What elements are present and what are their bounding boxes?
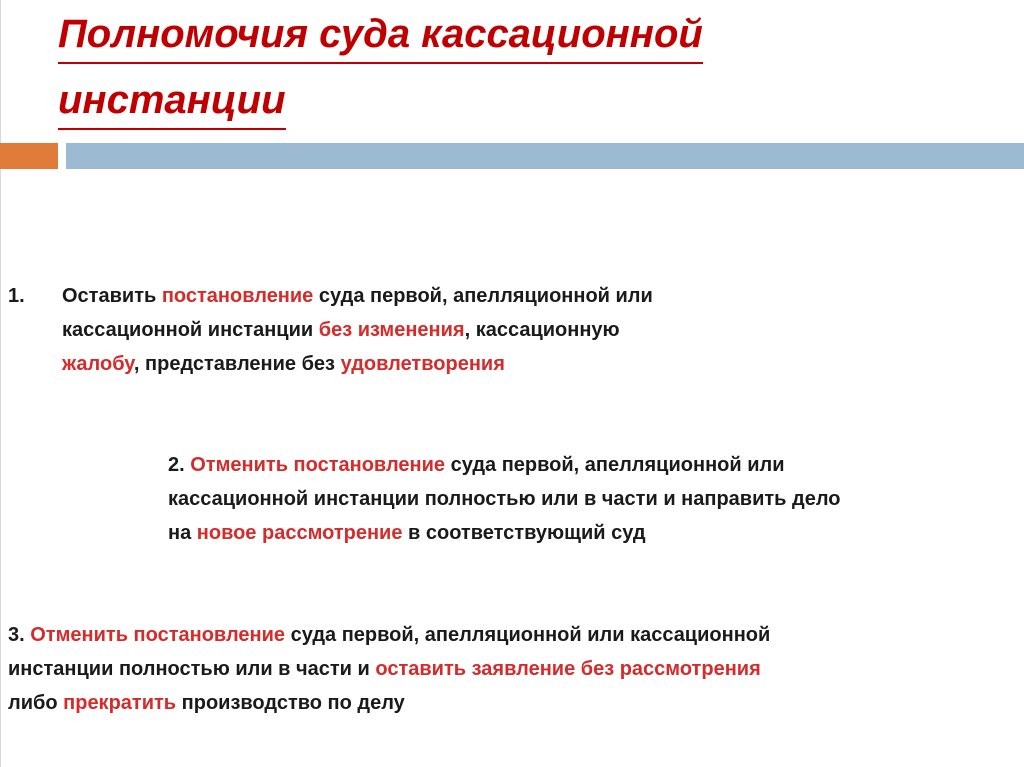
list-item-1-line-1	[62, 279, 653, 313]
list-item-3-number: 3.	[8, 624, 25, 646]
list-item-2-line-3	[168, 516, 841, 550]
list-item-1-line-3	[62, 347, 653, 381]
text-run: суда первой, апелляционной или кассационной	[285, 624, 771, 646]
list-item-1-number: 1.	[8, 285, 25, 307]
list-item-2-number: 2.	[168, 454, 185, 476]
accent-bar-blue	[66, 143, 1024, 169]
text-run: Оставить	[62, 285, 162, 307]
text-run: суда первой, апелляционной или	[445, 454, 785, 476]
text-run: в соответствующий суд	[402, 522, 646, 544]
text-run: на	[168, 522, 197, 544]
list-item-3-line-1	[8, 618, 770, 652]
list-item-1	[8, 279, 653, 381]
slide-title-line-1: Полномочия суда кассационной	[58, 6, 703, 64]
text-run: суда первой, апелляционной или	[313, 285, 653, 307]
text-run: кассационной инстанции	[62, 319, 319, 341]
highlight-run: прекратить	[63, 692, 177, 714]
highlight-run: жалобу	[62, 353, 134, 375]
list-item-2	[168, 448, 841, 550]
list-item-3	[8, 618, 770, 720]
slide-left-rule	[0, 0, 1, 767]
text-run: инстанции полностью или в части и	[8, 658, 376, 680]
text-run: либо	[8, 692, 64, 714]
list-item-1-text	[62, 279, 653, 381]
text-run: производство по делу	[176, 692, 405, 714]
text-run: кассационной инстанции полностью или в части и направить дело	[168, 488, 841, 510]
highlight-run: удовлетворения	[340, 353, 505, 375]
highlight-run: новое рассмотрение	[196, 522, 403, 544]
text-run: , кассационную	[464, 319, 620, 341]
highlight-run: оставить заявление без рассмотрения	[375, 658, 761, 680]
list-item-2-line-1	[168, 448, 841, 482]
slide-title	[58, 6, 958, 138]
list-item-3-line-3	[8, 686, 770, 720]
text-run: , представление без	[133, 353, 341, 375]
highlight-run: постановление	[161, 285, 314, 307]
accent-bar-orange	[0, 143, 58, 169]
list-item-3-line-2	[8, 652, 770, 686]
list-item-1-line-2	[62, 313, 653, 347]
highlight-run: без изменения	[318, 319, 465, 341]
slide-title-line-2: инстанции	[58, 72, 286, 130]
list-item-2-line-2	[168, 482, 841, 516]
highlight-run: Отменить постановление	[190, 454, 446, 476]
highlight-run: Отменить постановление	[30, 624, 286, 646]
